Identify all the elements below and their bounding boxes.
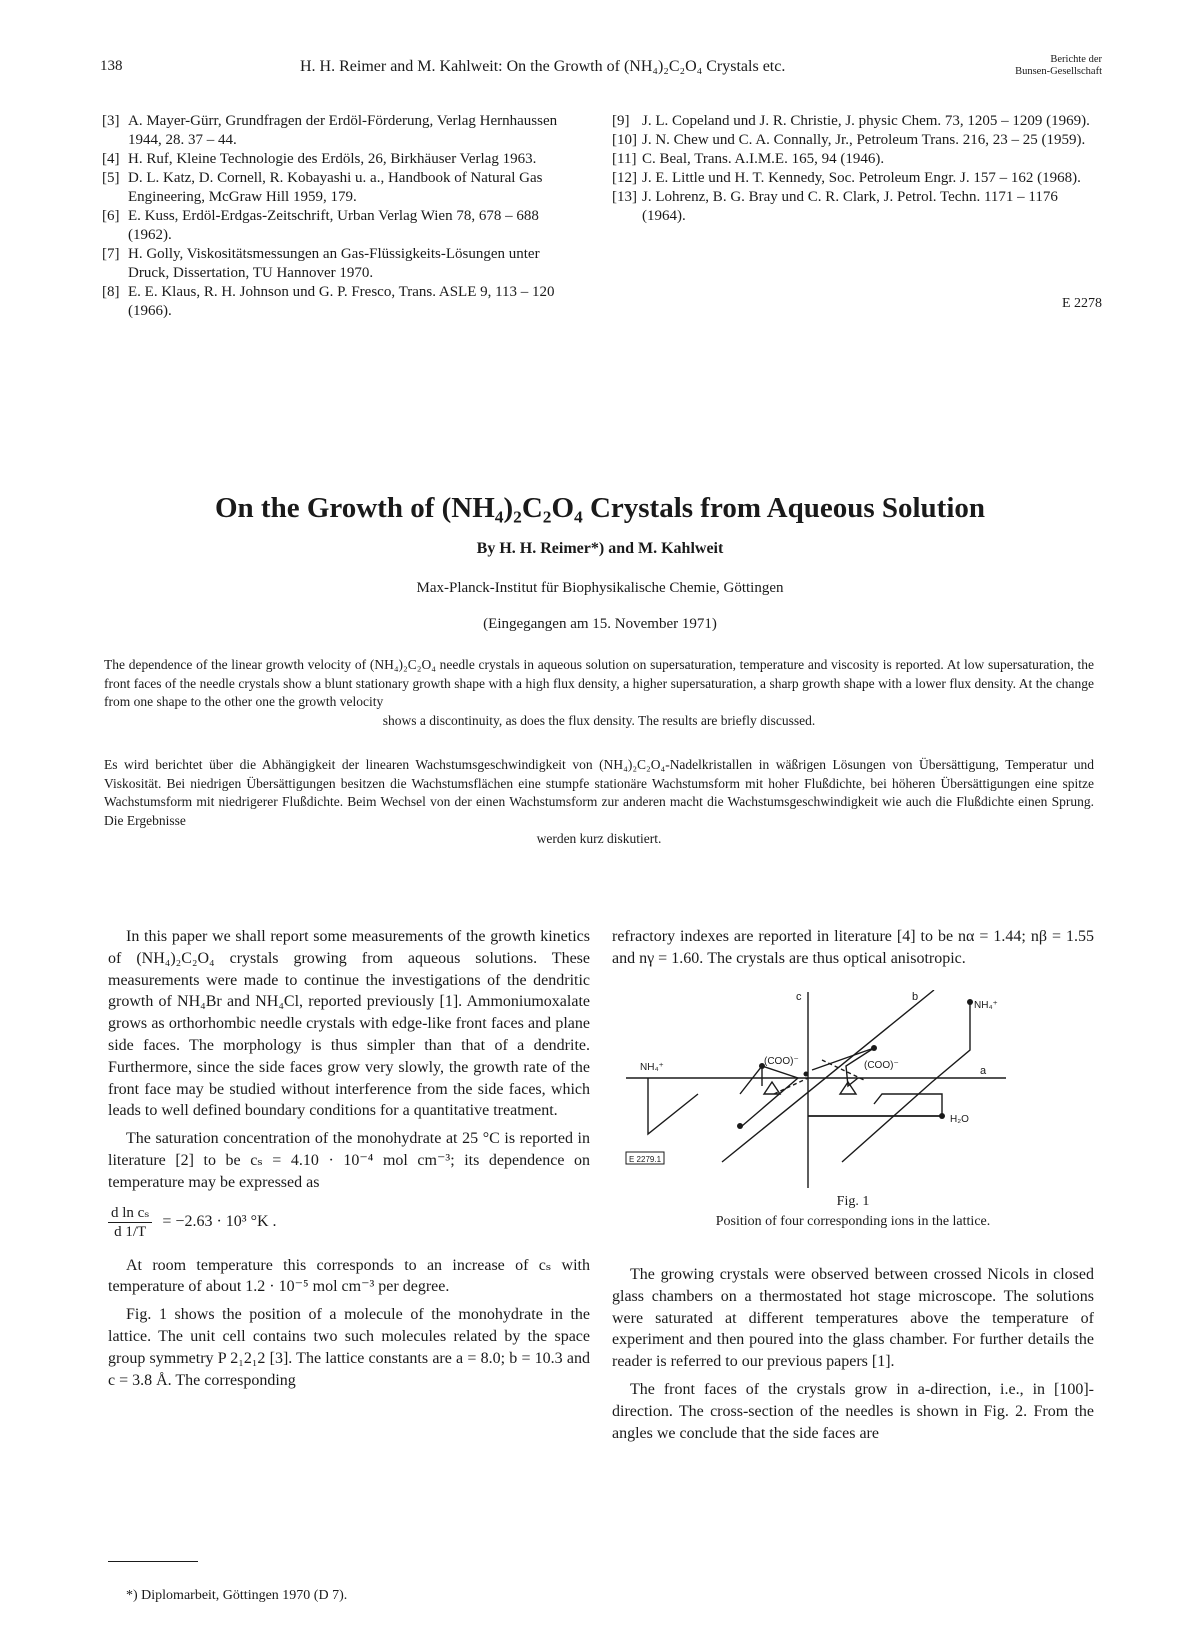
h2o-bond: [808, 1094, 942, 1116]
reference-number: [9]: [612, 113, 630, 129]
reference-text: H. Ruf, Kleine Technologie des Erdöls, 26, Birkhäuser Verlag 1963.: [128, 151, 537, 167]
reference-text: D. L. Katz, D. Cornell, R. Kobayashi u. a., Handbook of Natural Gas Engineering, McGraw Hill 1959, 179.: [128, 170, 543, 205]
reference-text: H. Golly, Viskositätsmessungen an Gas-Flüssigkeits-Lösungen unter Druck, Dissertation, TU Hannover 1970.: [128, 246, 540, 281]
paragraph: At room temperature this corresponds to an increase of cₛ with temperature of about 1.2 · 10⁻⁵ mol cm⁻³ per degree.: [108, 1256, 590, 1296]
reference-text: C. Beal, Trans. A.I.M.E. 165, 94 (1946).: [642, 151, 885, 167]
reference-text: J. N. Chew und C. A. Connally, Jr., Petroleum Trans. 216, 23 – 25 (1959).: [642, 132, 1086, 148]
abstract-german-last-line: werden kurz diskutiert.: [536, 831, 662, 847]
equation-rhs: = −2.63 · 10³ °K .: [162, 1213, 277, 1231]
paragraph: The growing crystals were observed between crossed Nicols in closed glass chambers on a thermostated hot stage microscope. The solutions were saturated at different temperatures above the temperature of experiment and then poured into the glass chamber. For further details the reader is referred to our previous papers [1].: [612, 1266, 1094, 1371]
figure-1-lattice-diagram: [612, 990, 1094, 1190]
paragraph: In this paper we shall report some measurements of the growth kinetics of (NH₄)₂C₂O₄ crystals growing from aqueous solutions. These measurements were made to continue the investigations of the dendritic growth of NH₄Br and NH₄Cl, reported previously [1]. Ammoniumoxalate grows as orthorhombic needle crystals with edge-like front faces and plane side faces. The morphology is thus simpler than that of a dendrite. Furthermore, since the side faces grow very slowly, the growth rate of the front face may be studied without interference from the side faces, which leads to well defined boundary conditions for a quantitative treatment.: [108, 928, 590, 1120]
figure-1-caption: Position of four corresponding ions in the lattice.: [715, 1214, 991, 1229]
equation-fraction: [108, 1204, 152, 1241]
nh4-right-atom: [967, 999, 973, 1005]
label-nh4-right: NH₄⁺: [974, 1000, 998, 1011]
abstract-german-body: Es wird berichtet über die Abhängigkeit der linearen Wachstumsgeschwindigkeit von (NH₄)₂C₂O₄-Nadelkristallen in wäßrigen Lösungen von Übersättigung, Temperatur und Viskosität. Bei niedrigen Übersättigungen besitzen die Wachstumsflächen eine stumpfe stationäre Wachstumsform mit hoher Flußdichte, bei höheren Übersättigungen eine spitze Wachstumsform mit niedrigerer Flußdichte. Beim Wechsel von der einen Wachstumsform zur anderen macht die Wachstumsgeschwindigkeit wie auch die Flußdichte einen Sprung. Die Ergebnisse: [104, 757, 1094, 828]
equation-denominator: d 1/T: [114, 1223, 147, 1240]
footnote: *) Diplomarbeit, Göttingen 1970 (D 7).: [126, 1588, 348, 1603]
h2o-atom: [939, 1113, 945, 1119]
reference-text: J. L. Copeland und J. R. Christie, J. physic Chem. 73, 1205 – 1209 (1969).: [642, 113, 1090, 129]
coo-left-atom: [737, 1123, 743, 1129]
reference-number: [5]: [102, 170, 120, 186]
reference-text: E. E. Klaus, R. H. Johnson und G. P. Fresco, Trans. ASLE 9, 113 – 120 (1966).: [128, 284, 555, 319]
label-a: a: [980, 1065, 987, 1077]
reference-item: [612, 112, 1090, 131]
previous-article-code: E 2278: [1061, 296, 1102, 311]
label-c: c: [796, 991, 802, 1003]
reference-item: [612, 150, 1090, 169]
reference-item: [612, 188, 1090, 226]
references-right: [612, 112, 1090, 226]
nh4-right-bond: [842, 1002, 970, 1162]
reference-number: [3]: [102, 113, 120, 129]
reference-number: [11]: [612, 151, 637, 167]
equation-numerator: d ln cₛ: [108, 1204, 152, 1223]
reference-item: [102, 245, 580, 283]
coo-left-bond: [740, 1066, 798, 1126]
article-title: On the Growth of (NH₄)₂C₂O₄ Crystals from Aqueous Solution: [214, 492, 986, 524]
figure-code: E 2279.1: [629, 1155, 662, 1164]
coo-right-atom: [871, 1045, 877, 1051]
paragraph: The saturation concentration of the monohydrate at 25 °C is reported in literature [2] to be cₛ = 4.10 · 10⁻⁴ mol cm⁻³; its dependence on temperature may be expressed as: [108, 1130, 590, 1191]
origin-atom: [804, 1072, 809, 1077]
footnote-rule: [108, 1561, 198, 1562]
reference-number: [13]: [612, 189, 637, 205]
reference-item: [102, 169, 580, 207]
label-coo-left: (COO)⁻: [764, 1056, 799, 1067]
reference-number: [6]: [102, 208, 120, 224]
institution: Max-Planck-Institut für Biophysikalische Chemie, Göttingen: [416, 580, 784, 596]
reference-item: [102, 150, 580, 169]
abstract-english-last-line: shows a discontinuity, as does the flux density. The results are briefly discussed.: [382, 712, 816, 728]
reference-number: [12]: [612, 170, 637, 186]
figure-1-number: Fig. 1: [836, 1194, 870, 1209]
paragraph: refractory indexes are reported in literature [4] to be nα = 1.44; nβ = 1.55 and nγ = 1.60. The crystals are thus optical anisotropic.: [612, 928, 1094, 967]
body-right-column-top: [612, 926, 1094, 976]
reference-number: [7]: [102, 246, 120, 262]
reference-text: E. Kuss, Erdöl-Erdgas-Zeitschrift, Urban Verlag Wien 78, 678 – 688 (1962).: [128, 208, 539, 243]
journal-name: [940, 54, 1102, 78]
reference-item: [102, 112, 580, 150]
triangle-marker: [764, 1082, 780, 1094]
label-nh4-left: NH₄⁺: [640, 1062, 664, 1073]
paragraph: Fig. 1 shows the position of a molecule of the monohydrate in the lattice. The unit cell contains two such molecules related by the space group symmetry P 2₁2₁2 [3]. The lattice constants are a = 8.0; b = 10.3 and c = 3.8 Å. The corresponding: [108, 1306, 590, 1389]
reference-text: J. E. Little und H. T. Kennedy, Soc. Petroleum Engr. J. 157 – 162 (1968).: [642, 170, 1081, 186]
running-title: H. H. Reimer and M. Kahlweit: On the Growth of (NH₄)₂C₂O₄ Crystals etc.: [300, 58, 786, 75]
paragraph: The front faces of the crystals grow in a-direction, i.e., in [100]-direction. The cross-section of the needles is shown in Fig. 2. From the angles we conclude that the side faces are: [612, 1380, 1094, 1442]
reference-text: A. Mayer-Gürr, Grundfragen der Erdöl-Förderung, Verlag Hernhaussen 1944, 28. 37 – 44.: [128, 113, 558, 148]
label-h2o: H₂O: [950, 1114, 969, 1125]
label-coo-right: (COO)⁻: [864, 1060, 899, 1071]
reference-number: [8]: [102, 284, 120, 300]
references-left: [102, 112, 580, 321]
reference-text: J. Lohrenz, B. G. Bray und C. R. Clark, J. Petrol. Techn. 1171 – 1176 (1964).: [642, 189, 1058, 224]
body-right-column-bottom: [612, 1264, 1094, 1450]
page-number: 138: [100, 58, 123, 74]
nh4-left-bond: [648, 1078, 698, 1134]
article-authors: By H. H. Reimer*) and M. Kahlweit: [476, 540, 724, 557]
abstract-german: [104, 756, 1094, 849]
reference-item: [102, 207, 580, 245]
reference-item: [612, 169, 1090, 188]
abstract-english: [104, 656, 1094, 730]
journal-line-1: Berichte der: [1050, 54, 1102, 65]
received-date: (Eingegangen am 15. November 1971): [483, 616, 717, 632]
reference-number: [4]: [102, 151, 120, 167]
reference-item: [612, 131, 1090, 150]
reference-item: [102, 283, 580, 321]
journal-line-2: Bunsen-Gesellschaft: [1015, 66, 1102, 77]
label-b: b: [912, 991, 919, 1003]
abstract-english-body: The dependence of the linear growth velocity of (NH₄)₂C₂O₄ needle crystals in aqueous solution on supersaturation, temperature and viscosity is reported. At low supersaturation, the front faces of the needle crystals show a blunt stationary growth shape with a high flux density, a higher supersaturation, a sharp growth shape with a lower flux density. At the change from one shape to the other one the growth velocity: [104, 657, 1094, 710]
equation: [108, 1204, 590, 1241]
body-left-column: [108, 926, 590, 1397]
reference-number: [10]: [612, 132, 637, 148]
